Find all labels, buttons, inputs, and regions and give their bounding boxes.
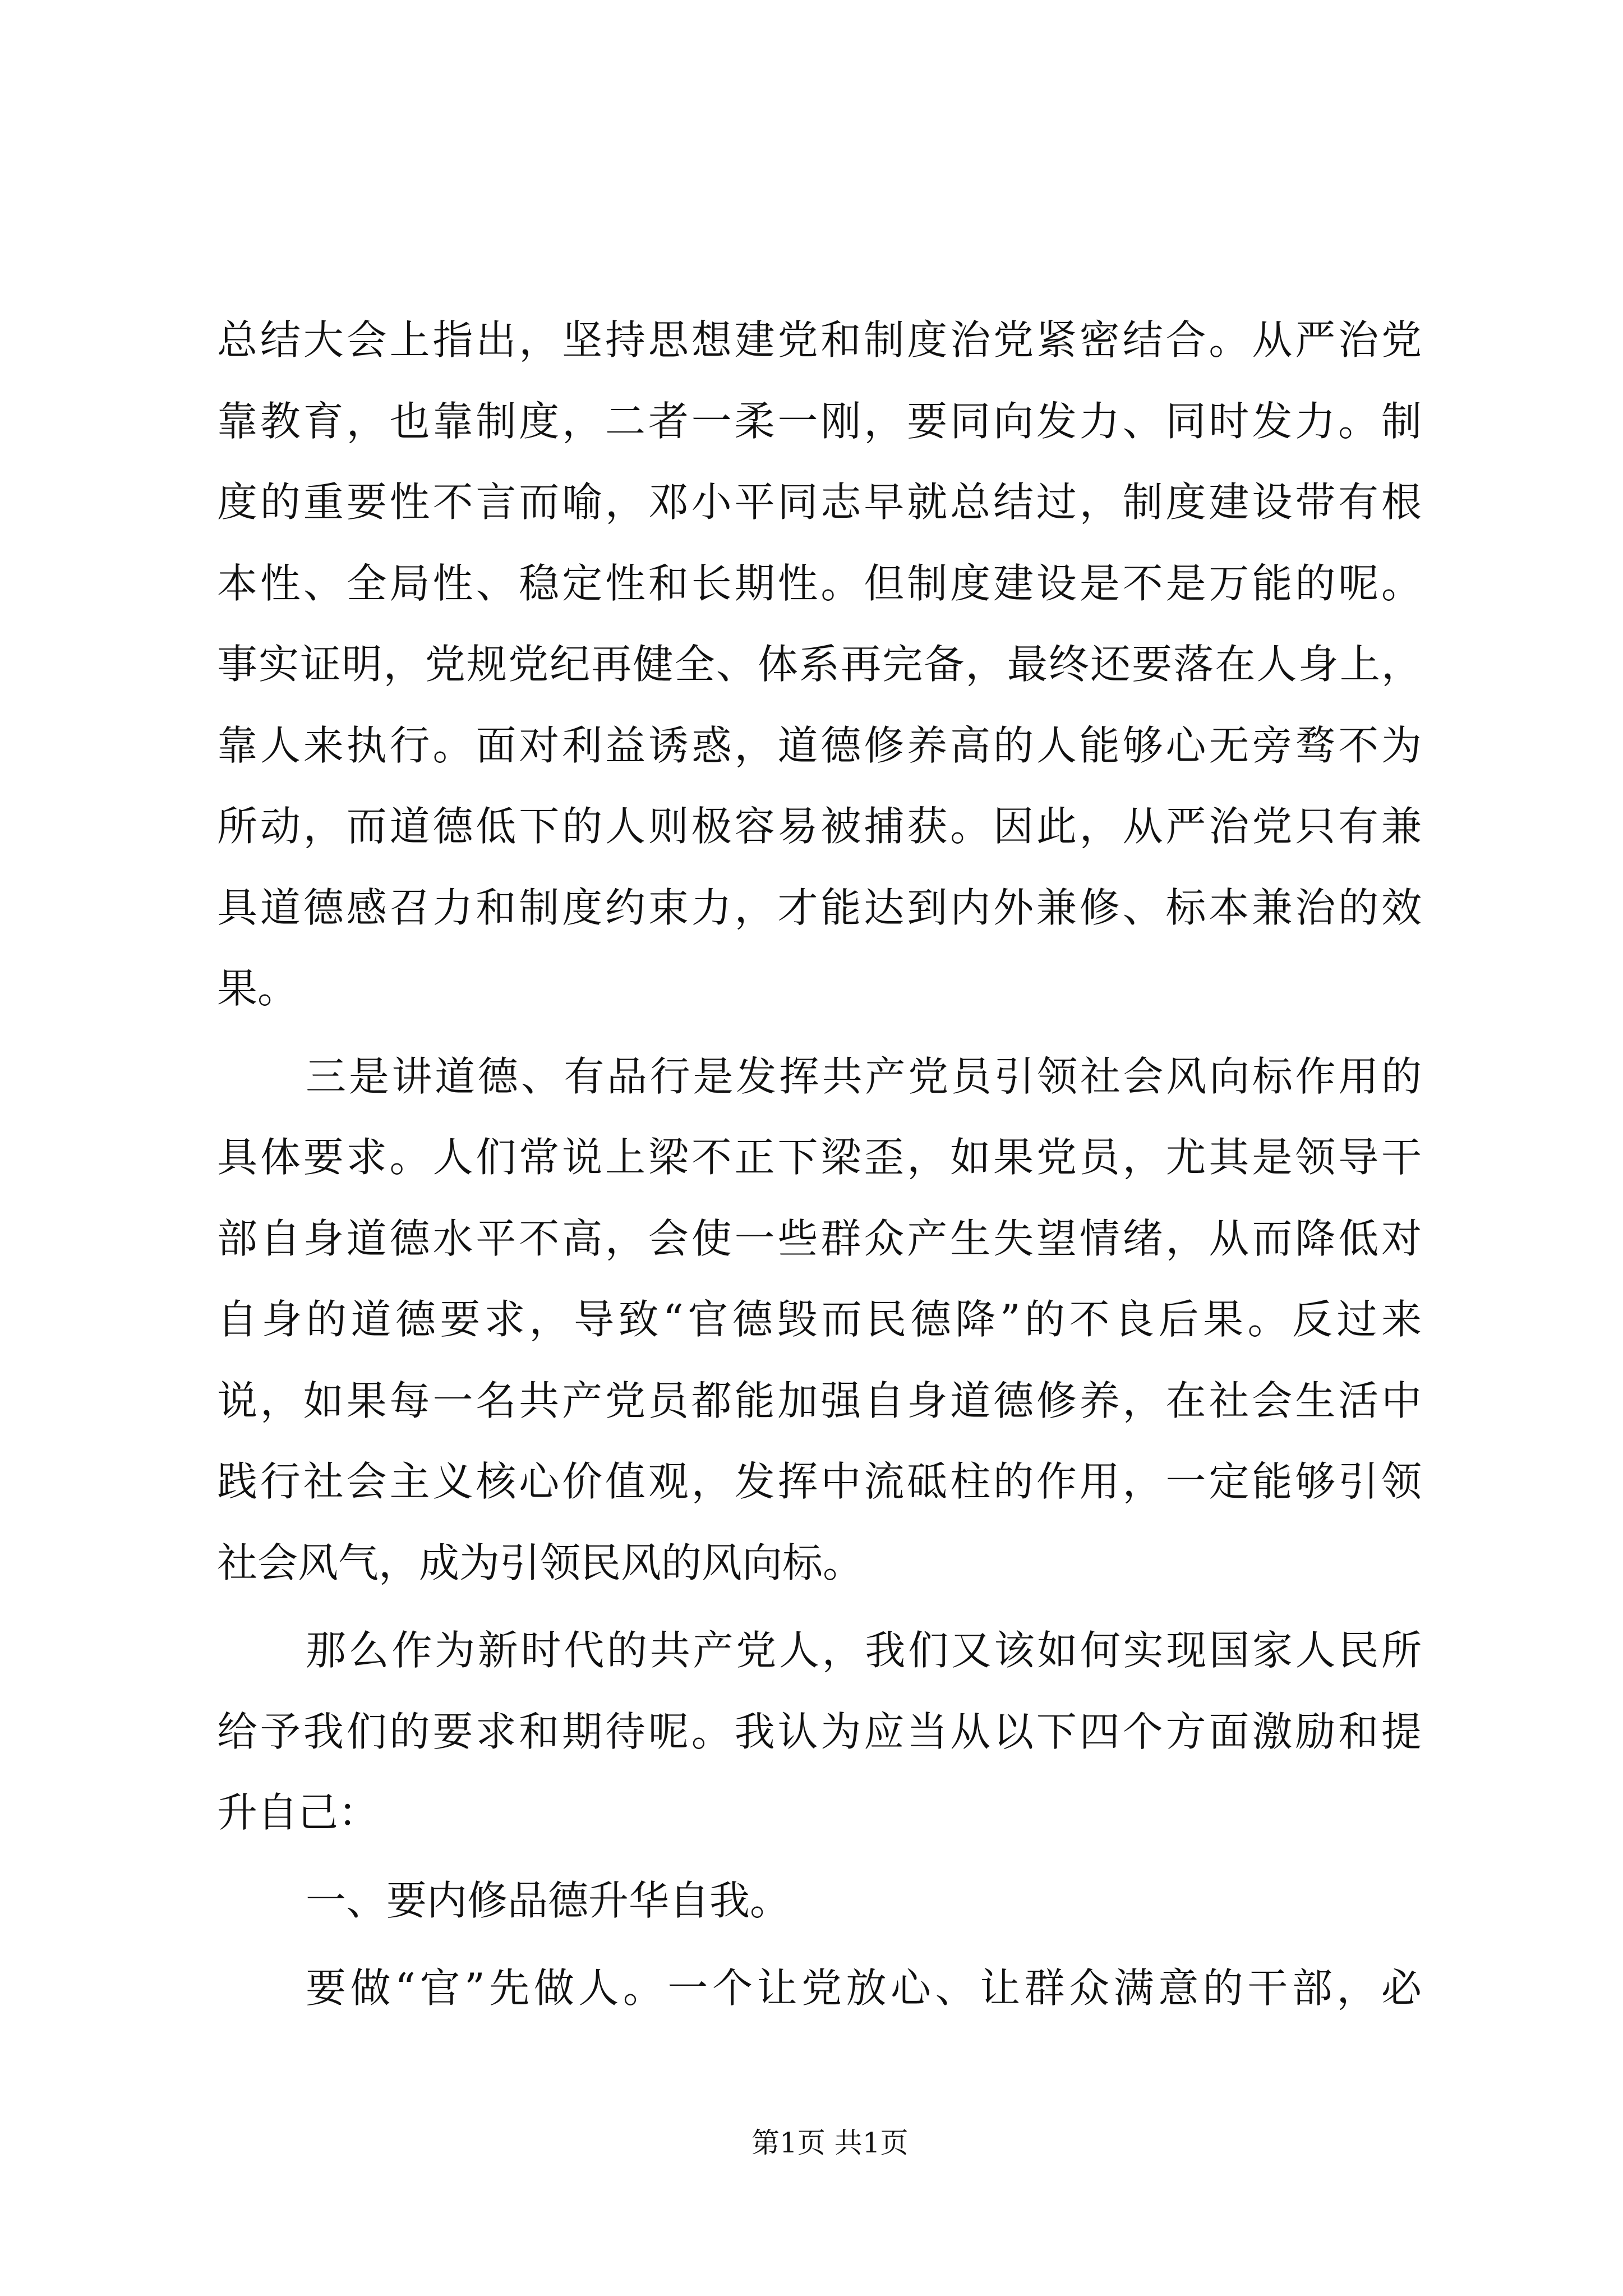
text-line: 靠教育，也靠制度，二者一柔一刚，要同向发力、同时发力。制: [217, 397, 1422, 445]
text-line: 果。: [217, 965, 298, 1012]
text-line: 升自己：: [217, 1789, 379, 1836]
paragraph: [217, 1948, 1422, 2029]
paragraph: [217, 300, 1422, 1029]
text-line: 靠人来执行。面对利益诱惑，道德修养高的人能够心无旁骛不为: [217, 721, 1422, 769]
text-line: 总结大会上指出，坚持思想建党和制度治党紧密结合。从严治党: [217, 316, 1422, 364]
text-line: 践行社会主义核心价值观，发挥中流砥柱的作用，一定能够引领: [217, 1458, 1422, 1505]
text-line: 自身的道德要求，导致“官德毁而民德降”的不良后果。反过来: [217, 1296, 1422, 1343]
text-line: 本性、全局性、稳定性和长期性。但制度建设是不是万能的呢。: [217, 559, 1422, 607]
text-line: 说，如果每一名共产党员都能加强自身道德修养，在社会生活中: [217, 1377, 1422, 1424]
paragraph: [217, 1036, 1422, 1604]
text-line: 部自身道德水平不高，会使一些群众产生失望情绪，从而降低对: [217, 1214, 1422, 1262]
text-line: 事实证明，党规党纪再健全、体系再完备，最终还要落在人身上，: [217, 641, 1422, 688]
document-body: [217, 300, 1422, 2029]
text-line: 给予我们的要求和期待呢。我认为应当从以下四个方面激励和提: [217, 1708, 1422, 1755]
text-line: 具体要求。人们常说上梁不正下梁歪，如果党员，尤其是领导干: [217, 1134, 1422, 1181]
text-line: 度的重要性不言而喻，邓小平同志早就总结过，制度建设带有根: [217, 478, 1422, 526]
text-line: 社会风气，成为引领民风的风向标。: [217, 1539, 864, 1586]
section-heading: [217, 1860, 1422, 1941]
text-line: 三是讲道德、有品行是发挥共产党员引领社会风向标作用的: [306, 1052, 1422, 1100]
text-line: 一、要内修品德升华自我。: [306, 1876, 791, 1924]
text-line: 所动，而道德低下的人则极容易被捕获。因此，从严治党只有兼: [217, 803, 1422, 850]
page-footer: 第1页 共1页: [751, 2127, 909, 2159]
paragraph: [217, 1610, 1422, 1853]
text-line: 那么作为新时代的共产党人，我们又该如何实现国家人民所: [306, 1627, 1422, 1674]
text-line: 具道德感召力和制度约束力，才能达到内外兼修、标本兼治的效: [217, 884, 1422, 931]
text-line: 要做“官”先做人。一个让党放心、让群众满意的干部，必: [306, 1964, 1422, 2012]
